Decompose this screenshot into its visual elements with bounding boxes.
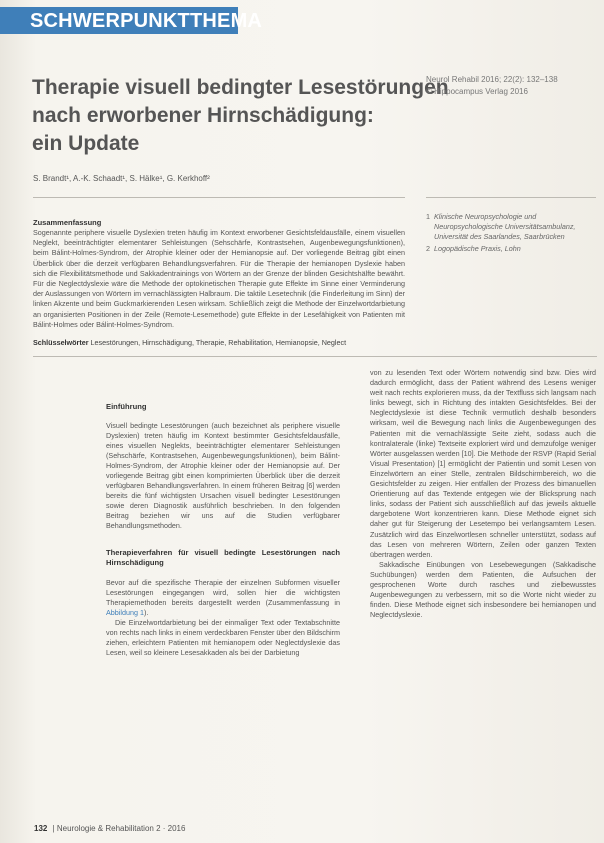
body-paragraph: von zu lesenden Text oder Wörtern notwendig sind bzw. Dies wird dadurch ermöglicht, dass der Patient während des Lesens weniger weit nach rechts explorieren muss, da der Textfluss sich langsam nach links bewegt, sich in Richtung des intakten Gesichtsfeldes. Bei der Neglectdyslexie ist diese Technik vermutlich deshalb besonders wirksam, weil die Bewegung nach links die Augenbewegungen des Patienten mit die vernachlässigte Seite zieht, sodass auch die kontralaterale (linke) Textseite exploriert wird und demzufolge weniger Wörter ausgelassen werden [10]. Die Methode der RSVP (Rapid Serial Visual Presentation) [1] ermöglicht der Patientin und somit Lesen von Einzelwörtern an einer Stelle, zentralen Bildschirmbereich, wo die Gesichtsfelder zu zeigen. Hier entfallen der Prozess des bimanuellen Orientierung auf das Textende entgegen wie der Blicksprung nach links, sodass der Patient sich ausschließlich auf das jeweils aktuelle dargebotene Wort konzentrieren kann. Diese Methode eignet sich daher gut für Steigerung der Lesetempo bei verlangsamtem Lesen. Zusätzlich wird das Einzelwortlesen schneller unterstützt, sodass auf das Lesen von mehreren Wörtern, Zeilen oder ganzen Texten übertragen werden.: [370, 368, 596, 559]
journal-citation: Neurol Rehabil 2016; 22(2): 132–138: [426, 75, 558, 84]
affiliation-number: 1: [426, 212, 430, 221]
title-line: ein Update: [32, 132, 140, 155]
page-footer: [34, 824, 185, 833]
divider: [33, 197, 405, 198]
divider: [426, 197, 596, 198]
author-list: S. Brandt¹, A.-K. Schaadt¹, S. Hälke¹, G. Kerkhoff²: [33, 174, 210, 183]
affiliation-item: [426, 212, 596, 242]
page-number: 132: [34, 824, 48, 833]
body-column-right: [370, 368, 596, 620]
section-heading-introduction: Einführung: [106, 402, 147, 411]
keywords-text: Lesestörungen, Hirnschädigung, Therapie, Rehabilitation, Hemianopsie, Neglect: [90, 338, 347, 347]
body-paragraph: Die Einzelwortdarbietung bei der einmaliger Text oder Textabschnitte von rechts nach links in einem verdeckbaren Fenster über den Bildschirm ziehen, erleichtern Patienten mit hemianopem oder Neglectdyslexie das Lesen, weil so kleinere Lesesakkaden als bei der Darbietung: [106, 617, 340, 658]
keywords-label: Schlüsselwörter: [33, 338, 89, 347]
journal-meta: [426, 74, 596, 98]
journal-copyright: © Hippocampus Verlag 2016: [426, 87, 528, 96]
keywords: [33, 338, 433, 348]
section-heading-therapy: Therapieverfahren für visuell bedingte Lesestörungen nach Hirnschädigung: [106, 547, 340, 568]
body-paragraph: [106, 578, 340, 618]
figure-reference-link[interactable]: Abbildung 1: [106, 607, 144, 617]
title-line: nach erworbener Hirnschädigung:: [32, 104, 374, 127]
section-banner: [0, 7, 263, 34]
affiliation-item: [426, 244, 596, 254]
affiliation-text: Logopädische Praxis, Lohn: [434, 244, 521, 253]
affiliation-number: 2: [426, 244, 430, 253]
title-line: Therapie visuell bedingter Lesestörungen: [32, 76, 449, 99]
body-paragraph: Sakkadische Einübungen von Lesebewegungen (Sakkadische Suchübungen) werden dem Patienten, die Aufsuchen der gesprochenen Worte durch rasches und zielbewusstes Augenbewegungen zu verbessern, mit so die Worte nicht wieder zu finden. Diese Methode eignet sich insbesondere bei hemianopen und Neglectdyslexie.: [370, 559, 596, 620]
body-column-left: [106, 402, 340, 658]
abstract-heading: Zusammenfassung: [33, 218, 102, 227]
journal-footer-name: | Neurologie & Rehabilitation 2 · 2016: [52, 824, 186, 833]
section-banner-label: SCHWERPUNKTTHEMA: [30, 10, 263, 32]
article-title: [32, 74, 449, 158]
affiliation-text: Klinische Neuropsychologie und Neuropsychologische Universitätsambulanz, Universität des Saarlandes, Saarbrücken: [434, 212, 576, 241]
abstract-text: Sogenannte periphere visuelle Dyslexien treten häufig im Kontext erworbener Gesichtsfeldausfälle, einem visuellen Neglekt, beeinträchtigter elementarer Sehleistungen (Sehschärfe, Kontrastsehen, Augenbewegungsfunktionen), beim Bálint-Holmes-Syndrom, der Atrophie kleiner oder der Hemianopsie auf. Der vorliegende Beitrag gibt einen Überblick über die derzeit verfügbaren Behandlungsverfahren. Für die Therapie der hemianopen Dyslexie haben sich die Flexibilitätsmethode und Sakkadentrainings von Wörtern an der Grenze der blinden Gesichtshälfte bewährt. Für die Neglectdyslexie wäre die Methode der optokinetischen Therapie gute Effekte im Sinne einer Verminderung der Auslassungen von Wörtern im vernachlässigten Halbraum. Die taktile Lesetechnik (die Finderleitung im Sinn) der linken Akzente und beim Guckmarkierenden Lesen wirksam. Schließlich zeigt die Methode der Einzelwortdarbietung an organisierten Positionen in der Zeile (Remote-Lesemethode) gute Effekte in der Lesefähigkeit von Patienten mit Bálint-Holmes oder Bálint-Holmes-Syndrom.: [33, 228, 405, 329]
body-text: ).: [143, 607, 149, 617]
body-text: Bevor auf die spezifische Therapie der einzelnen Subformen visueller Lesestörungen eingegangen wird, sollen hier die wichtigsten Therapiemethoden bereits dargestellt werden (Zusammenfassung in: [106, 577, 340, 607]
body-paragraph: Visuell bedingte Lesestörungen (auch bezeichnet als periphere visuelle Dyslexien) treten häufig im Kontext bestimmter Gesichtsfeldausfälle, eines visuellen Neglekts, beeinträchtigter elementarer Sehleistungen (Sehschärfe, Kontrastsehen, Augenbewegungsfunktionen), beim Bálint-Holmes-Syndrom, der Atrophie kleiner oder der Hemianopsie auf. Der vorliegende Beitrag gibt einen komprimierten Überblick über die derzeit verfügbaren Behandlungsverfahren. In einem früheren Beitrag [6] werden bereits die fünf wichtigsten Ursachen visuell bedingter Lesestörungen sowie deren Diagnostik ausführlich beschrieben. In den folgenden Beitrag beziehen wir uns auf die Studien verfügbarer Behandlungsmethoden.: [106, 420, 340, 531]
affiliations: [426, 212, 596, 256]
divider: [33, 356, 597, 357]
